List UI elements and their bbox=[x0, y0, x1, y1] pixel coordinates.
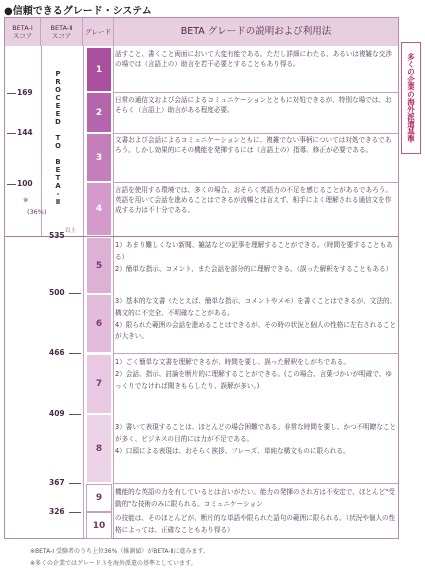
grade-cell-10 bbox=[86, 512, 112, 539]
grade-label: 8 bbox=[95, 443, 103, 454]
header-beta1-score bbox=[5, 18, 41, 46]
grade-label: 5 bbox=[95, 260, 103, 271]
row-divider bbox=[113, 353, 398, 354]
header-beta2-score bbox=[41, 18, 83, 46]
score-tick bbox=[69, 414, 81, 415]
grade-5-description: 1）あまり難しくない新聞、雑誌などの記事を理解することができる。（時間を要することもある） 2）簡単な指示、コメント、また会話を部分的に理解できる。（誤った解釈をすることもある） bbox=[115, 241, 393, 273]
grade-cell-2 bbox=[86, 92, 112, 133]
score-tick bbox=[7, 184, 16, 185]
grade-4-description: 言語を使用する環境では、多くの場合、おそらく英語力の不足を感じることがあるであろう。英語を用いて会話を進めることはできるが流暢とは言えず、相手によく理解される通信文を作成する力は不十分である。 bbox=[115, 186, 392, 215]
footnote-2: ※多くの企業ではグレード３を海外派遣の基準としています。 bbox=[30, 560, 197, 567]
grade-cell-6 bbox=[86, 294, 112, 353]
grade-8-description: 3）書いて表現することは、ほとんどの場合困難である。非常な時間を要し、かつ不明瞭なことが多く、ビジネスの目的には力が不足である。 4）口頭による表現は、おそらく挨拶、フレーズ、単純な構文ものに限られる。 bbox=[115, 423, 397, 455]
grade-9-description: 機能的な英語の力を有しているとは言いがたい。能力の発揮のされ方は不安定で、ほとんど"受動的"な技術のみに限られる。コミュニケーション bbox=[115, 488, 395, 508]
grade-10-description: の技能は、そのほとんどが、断片的な単語や限られた語句の範囲に限られる。（状況や個人の性格によっては、正確なこともあり得る） bbox=[115, 514, 396, 534]
row-divider bbox=[113, 483, 398, 484]
grade-label: 7 bbox=[95, 379, 103, 389]
grade-label: 6 bbox=[95, 318, 103, 329]
grade-cell-5 bbox=[86, 237, 112, 294]
grade-cell-9 bbox=[86, 484, 112, 512]
grade-table bbox=[4, 17, 399, 539]
grade-6-description: 3）基本的な文書（たとえば、簡単な指示、コメントやメモ）を書くことはできるが、文法的、構文的に不完全、不明確なことがある。 4）限られた範囲の会話を進めることはできるが、その時の状況と個人の性格に左右されることが大きい。 bbox=[115, 297, 397, 341]
header-description-label: BETA グレードの説明および利用法 bbox=[180, 26, 332, 37]
grade-cell-1 bbox=[86, 47, 112, 92]
beta2-score-535: 535 bbox=[49, 231, 65, 240]
row-divider bbox=[113, 133, 398, 134]
score-tick bbox=[7, 93, 16, 94]
grade-cell-8 bbox=[86, 414, 112, 483]
grade-label: 9 bbox=[95, 493, 103, 503]
beta2-score-466: 466 bbox=[49, 348, 65, 357]
grade-label: 4 bbox=[95, 204, 103, 214]
row-divider bbox=[113, 182, 398, 183]
ijo-label: 以上 bbox=[65, 228, 77, 234]
header-grade-label: グレード bbox=[85, 28, 111, 36]
header-description bbox=[114, 18, 398, 46]
grade-1-description: 話すこと、書くこと両面において大変有能である。ただし詳細にわたる、あるいは複雑な交渉の場では（言語上の）助言を若干必要とすることもあり得る。 bbox=[115, 50, 392, 69]
grade-label: 10 bbox=[92, 520, 106, 531]
header-beta1-label: BETA-Ⅰ スコア bbox=[12, 24, 33, 40]
grade-label: 1 bbox=[95, 64, 103, 75]
beta2-score-500: 500 bbox=[49, 288, 65, 297]
score-tick bbox=[69, 512, 81, 513]
col-separator-3 bbox=[113, 18, 114, 538]
grade-7-description: 1）ごく簡単な文書を理解できるが、時間を要し、誤った解釈をしがちである。 2）会話、指示、討論を断片的に理解することができる。(この場合、言葉づかいが明確で、ゆっくりでなければ聞きもらしたり、誤解が多い。) bbox=[115, 358, 392, 390]
score-tick bbox=[69, 483, 81, 484]
grade-label: 3 bbox=[95, 152, 103, 163]
score-tick bbox=[7, 133, 16, 134]
beta2-score-409: 409 bbox=[49, 409, 65, 418]
score-tick bbox=[69, 353, 81, 354]
grade-cell-3 bbox=[86, 133, 112, 182]
score-tick bbox=[69, 293, 81, 294]
row-divider bbox=[113, 92, 398, 93]
beta2-score-367: 367 bbox=[49, 478, 65, 487]
header-grade bbox=[83, 18, 114, 46]
grade-label: 2 bbox=[95, 107, 103, 118]
percent-note: (36%) bbox=[27, 208, 47, 216]
asterisk-mark: ※ bbox=[23, 196, 29, 204]
footnote-1: ※BETA-Ⅰ 受験者のうち上位36%（推測値）がBETA-Ⅱに進みます。 bbox=[30, 548, 210, 555]
beta1-score-144: 144 bbox=[17, 128, 33, 137]
grade-cell-4 bbox=[86, 182, 112, 236]
side-note-box bbox=[401, 42, 421, 154]
grade-cell-7 bbox=[86, 354, 112, 414]
grade-2-description: 日常の通信文および会話によるコミュニケーションとともに対処できるが、特別な場では、おそらく（言語上）助言がある程度必要。 bbox=[115, 96, 392, 115]
grade-3-description: 文書および会話によるコミュニケーションともに、複雑でない事柄については対処できるであろう。しかし効果的にその機能を発揮するには（言語上の）指導、修正が必要である。 bbox=[115, 136, 392, 155]
beta2-score-326: 326 bbox=[49, 507, 65, 516]
side-note-text: 多くの企業の海外派遣基準 bbox=[406, 53, 416, 143]
col-separator-2 bbox=[83, 46, 84, 538]
beta1-score-100: 100 bbox=[17, 179, 33, 188]
proceed-to-beta2: PROCEED TO BETA-Ⅱ bbox=[54, 70, 62, 206]
page-title: ●信頼できるグレード・システム bbox=[4, 6, 152, 17]
header-beta2-label: BETA-Ⅱ スコア bbox=[50, 24, 73, 40]
beta1-score-169: 169 bbox=[17, 88, 33, 97]
